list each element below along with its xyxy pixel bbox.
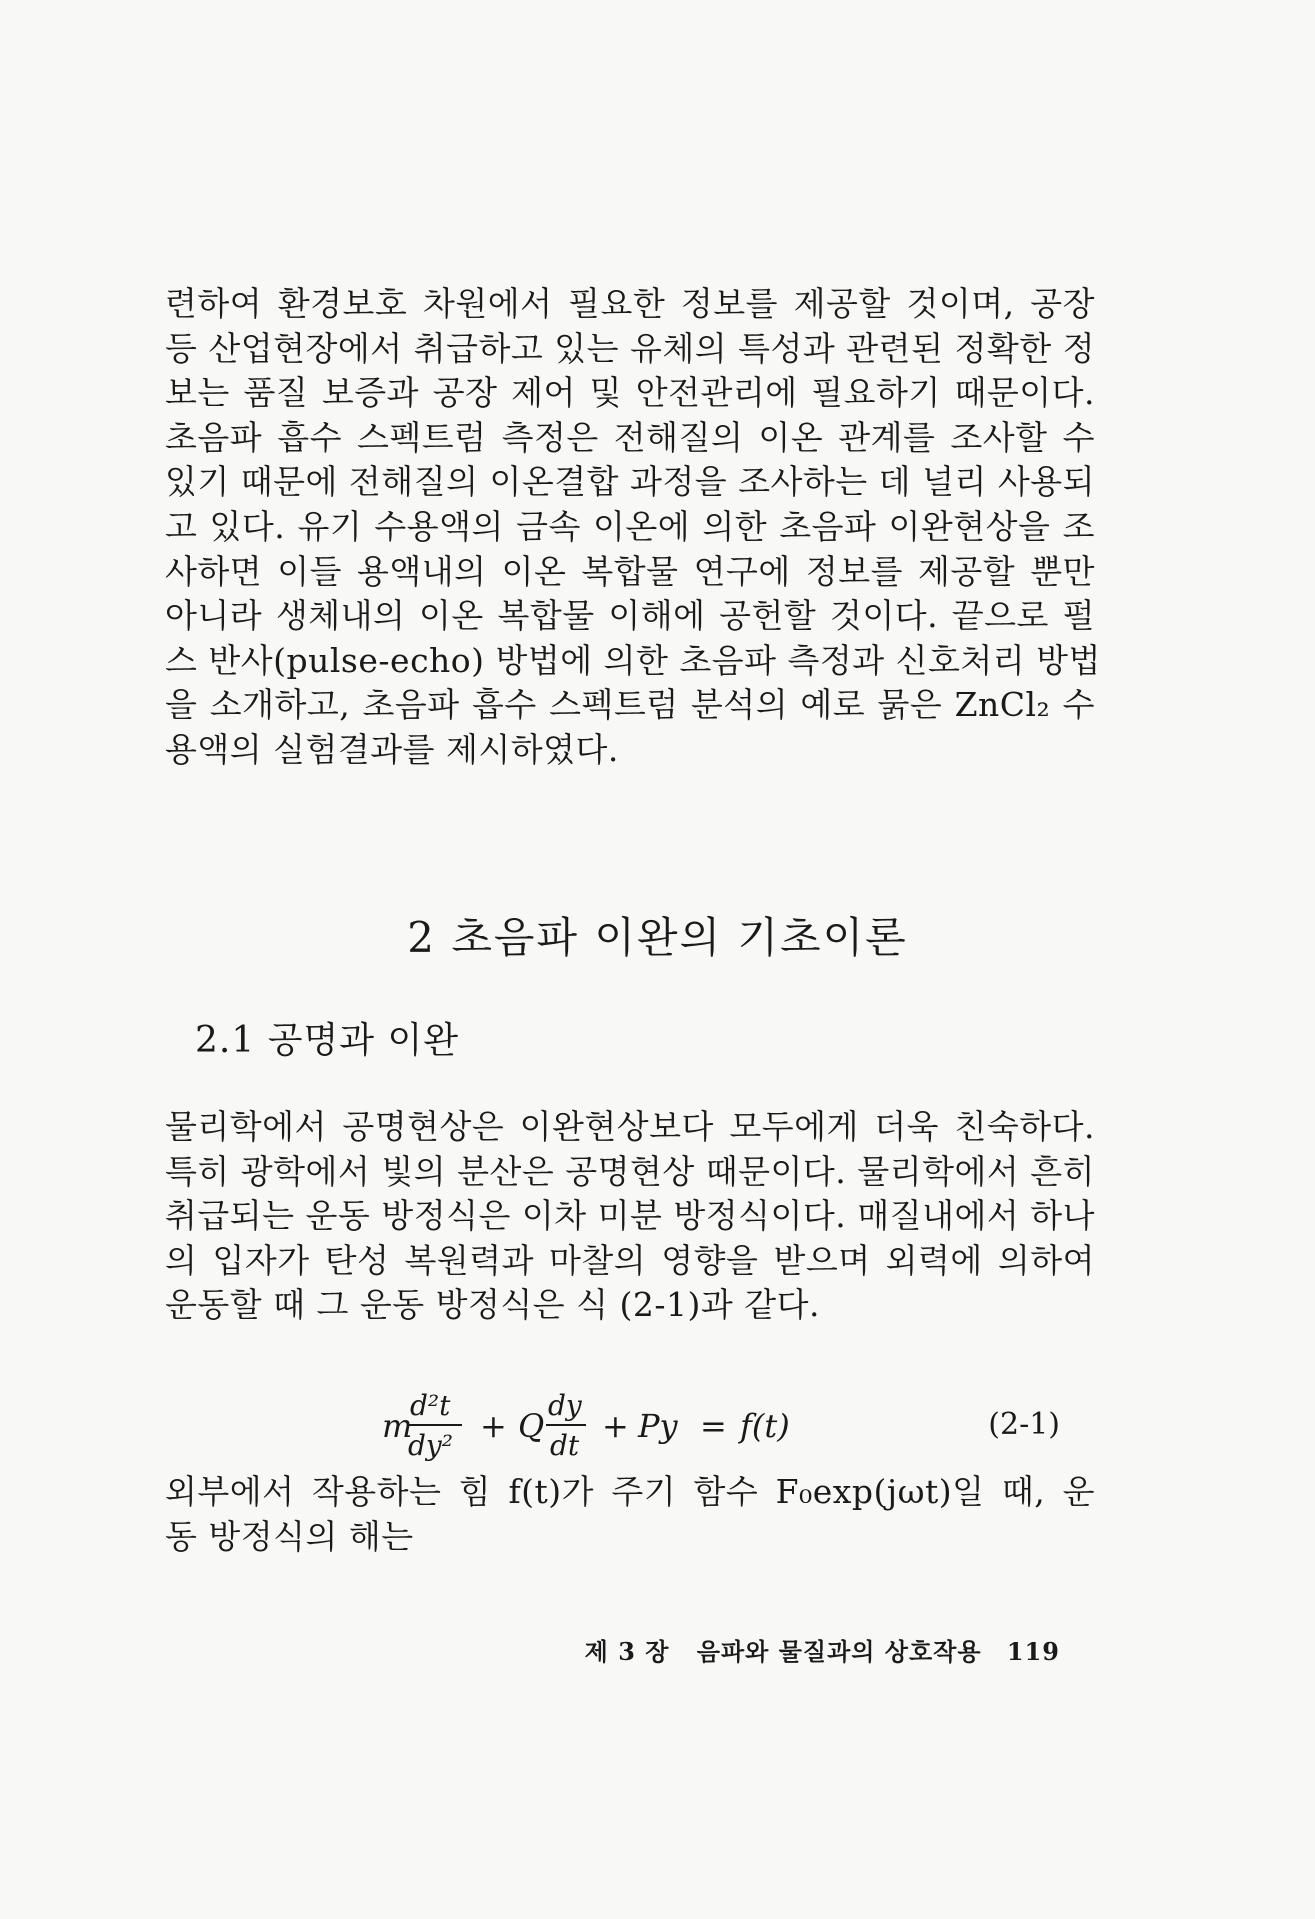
- section-title: 2 초음파 이완의 기초이론: [407, 913, 908, 962]
- footer-title: 음파와 물질과의 상호작용: [696, 1637, 982, 1666]
- text-line: 스 반사(pulse-echo) 방법에 의한 초음파 측정과 신호처리 방법: [165, 640, 1101, 680]
- page-footer: [585, 1632, 1060, 1667]
- eq-equals: =: [700, 1407, 727, 1445]
- text-line: 취급되는 운동 방정식은 이차 미분 방정식이다. 매질내에서 하나: [165, 1196, 1095, 1236]
- after-equation-paragraph: [165, 1470, 1095, 1559]
- equation-number: (2-1): [988, 1407, 1060, 1442]
- text-line: 운동할 때 그 운동 방정식은 식 (2-1)과 같다.: [165, 1285, 820, 1325]
- text-line: 사하면 이들 용액내의 이온 복합물 연구에 정보를 제공할 뿐만: [165, 551, 1095, 591]
- text-line: 있기 때문에 전해질의 이온결합 과정을 조사하는 데 널리 사용되: [165, 462, 1095, 502]
- footer-chapter: 제 3 장: [584, 1637, 670, 1666]
- text-line: 의 입자가 탄성 복원력과 마찰의 영향을 받으며 외력에 의하여: [165, 1240, 1095, 1280]
- text-line: 등 산업현장에서 취급하고 있는 유체의 특성과 관련된 정확한 정: [165, 328, 1095, 368]
- eq-num1: d²t: [410, 1389, 451, 1422]
- eq-m: m: [382, 1407, 413, 1445]
- eq-plus-2: +: [602, 1407, 629, 1445]
- subsection-title: 2.1 공명과 이완: [195, 1020, 460, 1061]
- text-line: 련하여 환경보호 차원에서 필요한 정보를 제공할 것이며, 공장: [165, 284, 1095, 323]
- text-line: 고 있다. 유기 수용액의 금속 이온에 의한 초음파 이완현상을 조: [165, 506, 1095, 546]
- intro-paragraph: [165, 282, 1101, 773]
- body-paragraph: [165, 1105, 1095, 1328]
- text-line: 보는 품질 보증과 공장 제어 및 안전관리에 필요하기 때문이다.: [165, 373, 1095, 413]
- eq-rhs: f(t): [740, 1407, 790, 1445]
- eq-den2: dt: [550, 1429, 580, 1462]
- text-line: 물리학에서 공명현상은 이완현상보다 모두에게 더욱 친숙하다.: [165, 1107, 1095, 1146]
- eq-plus-1: +: [480, 1407, 507, 1445]
- eq-num2: dy: [548, 1389, 582, 1422]
- page-number: 119: [1006, 1637, 1060, 1666]
- equation-2-1: [380, 1385, 1060, 1465]
- text-line: 아니라 생체내의 이온 복합물 이해에 공헌할 것이다. 끝으로 펄: [165, 596, 1095, 636]
- text-line: 을 소개하고, 초음파 흡수 스펙트럼 분석의 예로 묽은 ZnCl₂ 수: [165, 685, 1095, 725]
- eq-Q: Q: [518, 1407, 545, 1445]
- text-line: 동 방정식의 해는: [165, 1516, 414, 1556]
- text-line: 초음파 흡수 스펙트럼 측정은 전해질의 이온 관계를 조사할 수: [165, 417, 1095, 457]
- text-line: 외부에서 작용하는 힘 f(t)가 주기 함수 F₀exp(jωt)일 때, 운: [165, 1472, 1095, 1511]
- equation-formula: [380, 1385, 940, 1465]
- text-line: 용액의 실험결과를 제시하였다.: [165, 729, 619, 769]
- eq-den1: dy²: [408, 1429, 453, 1462]
- eq-Py: Py: [638, 1407, 678, 1445]
- text-line: 특히 광학에서 빛의 분산은 공명현상 때문이다. 물리학에서 흔히: [165, 1151, 1095, 1191]
